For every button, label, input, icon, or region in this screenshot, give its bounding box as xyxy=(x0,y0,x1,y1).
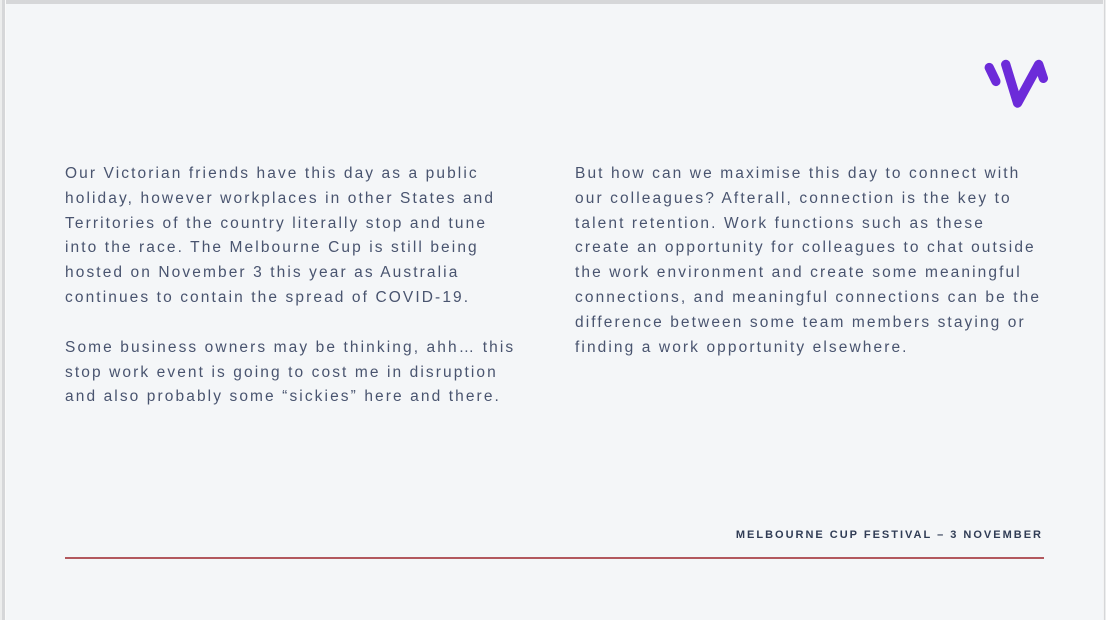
body-paragraph: Some business owners may be thinking, ahh… this stop work event is going to cost me in disruption and also probably some “sickies” here and there. xyxy=(65,338,516,406)
body-paragraph: But how can we maximise this day to connect with our colleagues? Afterall, connection is the key to talent retention. Work functions such as these create an opportunity for colleagues to chat outside the work environment and create some meaningful connections, and meaningful connections can be the difference between some team members staying or finding a work opportunity elsewhere. xyxy=(575,165,1042,356)
slide-canvas xyxy=(6,4,1103,620)
left-text-column xyxy=(65,162,523,435)
footer-caption: MELBOURNE CUP FESTIVAL – 3 NOVEMBER xyxy=(735,529,1043,541)
right-text-column xyxy=(575,162,1045,385)
brand-w-logo-icon xyxy=(982,58,1048,110)
body-paragraph: Our Victorian friends have this day as a public holiday, however workplaces in other States and Territories of the country literally stop and tune into the race. The Melbourne Cup is still being hosted on November 3 this year as Australia continues to contain the spread of COVID-19. xyxy=(65,165,496,306)
footer-divider-line xyxy=(65,557,1044,559)
